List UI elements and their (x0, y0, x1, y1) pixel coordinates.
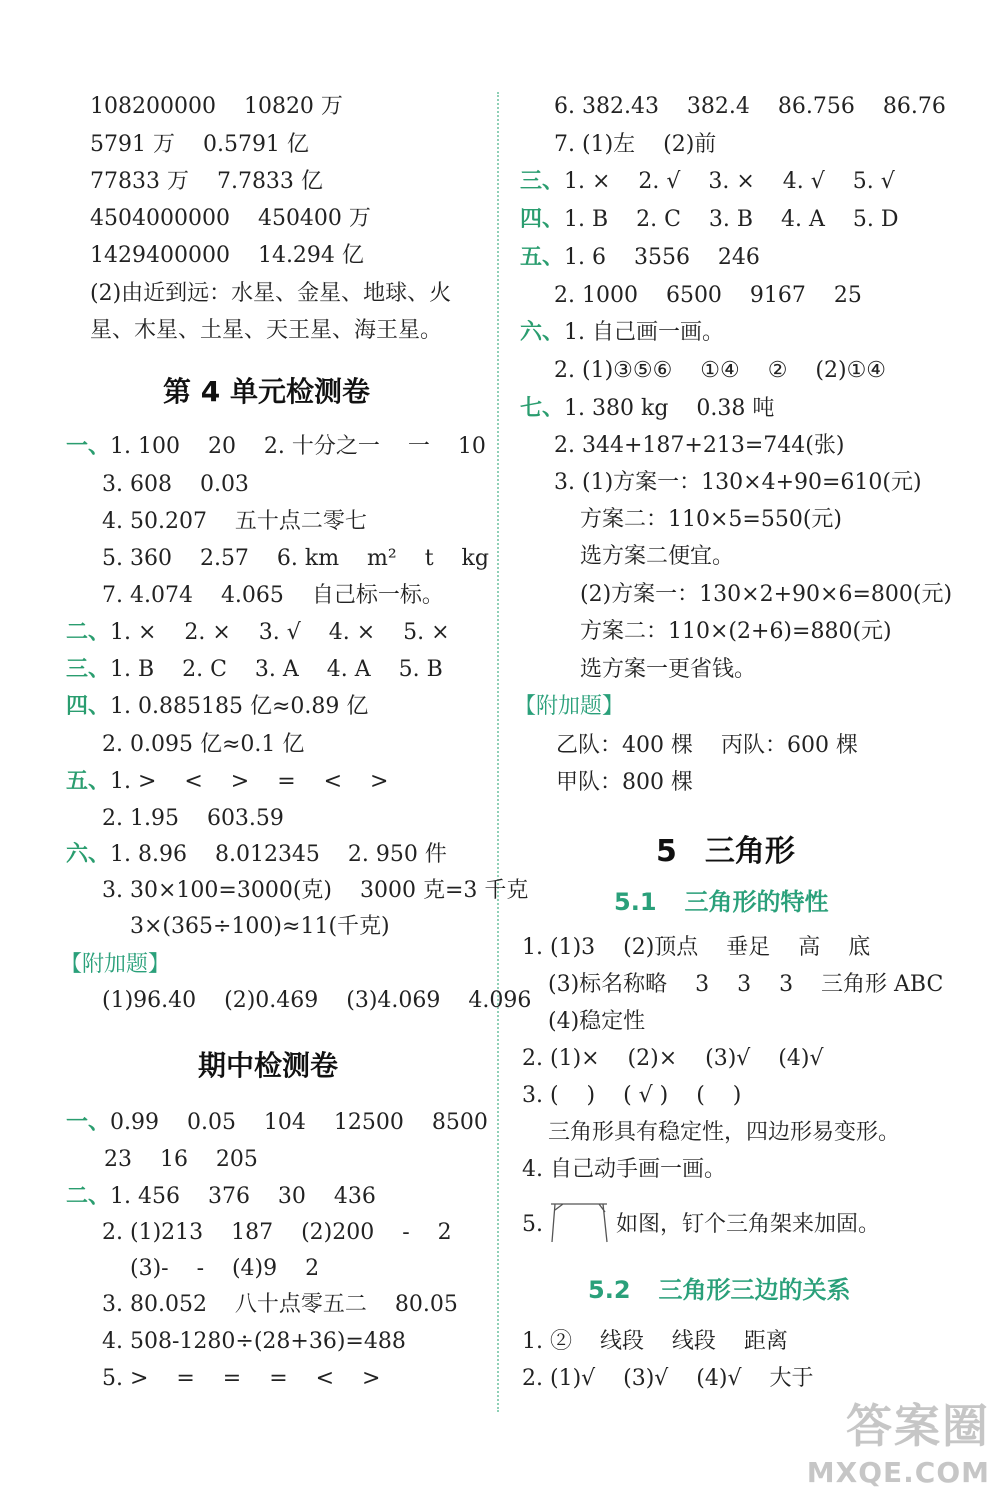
answer-line: 如图，钉个三角架来加固。 (616, 1212, 881, 1237)
section-label: 六、 (520, 320, 565, 345)
watermark-logo: 答案圈 (846, 1399, 990, 1453)
answer-line: 2. (1)213 187 (2)200 - 2 (102, 1220, 452, 1245)
answer-line: 2. 0.095 亿≈0.1 亿 (102, 732, 305, 757)
answer-line (520, 394, 774, 424)
section-label: 四、 (66, 694, 111, 719)
answer-line: 4. 50.207 五十点二零七 (102, 509, 367, 534)
answer-line: 1429400000 14.294 亿 (90, 243, 364, 268)
answer-line: 7. (1)左 (2)前 (554, 132, 717, 157)
site-watermark (807, 1390, 990, 1489)
section-title: 三角形三边的关系 (658, 1276, 851, 1304)
section-label: 二、 (66, 620, 111, 645)
answer-text: 1. × 2. √ 3. × 4. √ 5. √ (564, 169, 895, 194)
answer-line: 3. 80.052 八十点零五二 80.05 (102, 1292, 458, 1317)
answer-text: 1. 100 20 2. 十分之一 一 10 (110, 434, 486, 459)
answer-line (520, 167, 895, 197)
answer-line: 23 16 205 (104, 1147, 258, 1172)
answer-line: 2. (1)③⑤⑥ ①④ ② (2)①④ (554, 358, 887, 383)
answer-line: 甲队：800 棵 (556, 770, 693, 795)
section-label: 七、 (520, 396, 565, 421)
answer-line (66, 840, 447, 870)
answer-text: 1. > < > = < > (110, 769, 389, 794)
answer-line (66, 655, 443, 685)
answer-line: 3. ( ) ( √ ) ( ) (522, 1083, 742, 1108)
answer-line (520, 318, 724, 348)
answer-line: 星、木星、土星、天王星、海王星。 (90, 318, 443, 343)
section-label: 一、 (66, 1110, 111, 1135)
answer-line: 1. (1)3 (2)顶点 垂足 高 底 (522, 935, 871, 960)
answer-line: 1. ② 线段 线段 距离 (522, 1329, 788, 1354)
answer-text: 1. 8.96 8.012345 2. 950 件 (110, 842, 447, 867)
answer-line: 4. 自己动手画一画。 (522, 1157, 726, 1182)
answer-line: 3. 30×100=3000(克) 3000 克=3 千克 (102, 878, 529, 903)
answer-line: 2. (1)× (2)× (3)√ (4)√ (522, 1046, 824, 1071)
section-label: 六、 (66, 842, 111, 867)
chapter-heading (656, 826, 795, 870)
answer-text: 1. 0.885185 亿≈0.89 亿 (110, 694, 369, 719)
answer-line: 5. (522, 1212, 543, 1237)
answer-line (520, 243, 760, 273)
extra-question-label: 【附加题】 (514, 694, 625, 719)
section-label: 三、 (520, 169, 565, 194)
watermark-url: MXQE.COM (806, 1456, 990, 1489)
answer-line: 3×(365÷100)≈11(千克) (130, 914, 390, 939)
column-divider (497, 92, 500, 1412)
answer-text: 1. 自己画一画。 (564, 320, 724, 345)
answer-text: 1. 6 3556 246 (564, 245, 760, 270)
answer-text: 0.99 0.05 104 12500 8500 (110, 1110, 488, 1135)
section-label: 二、 (66, 1184, 111, 1209)
answer-line: 2. 1.95 603.59 (102, 806, 284, 831)
section-heading-5-1 (614, 882, 829, 917)
section-label: 一、 (66, 434, 111, 459)
unit4-title: 第 4 单元检测卷 (163, 375, 370, 408)
answer-line (66, 1108, 488, 1138)
answer-line: 3. (1)方案一：130×4+90=610(元) (554, 470, 922, 495)
section-label: 五、 (520, 245, 565, 270)
braced-frame-sketch (547, 1196, 611, 1246)
answer-line: 6. 382.43 382.4 86.756 86.76 (554, 94, 946, 119)
section-heading-5-2 (588, 1270, 851, 1305)
section-number: 5.2 (588, 1276, 631, 1304)
midterm-title: 期中检测卷 (198, 1049, 339, 1082)
answer-line: 方案二：110×(2+6)=880(元) (580, 619, 892, 644)
answer-line: 2. (1)√ (3)√ (4)√ 大于 (522, 1366, 814, 1391)
answer-line (66, 618, 450, 648)
answer-line: 4504000000 450400 万 (90, 206, 371, 231)
answer-line: 5. 360 2.57 6. km m² t kg (102, 546, 489, 571)
answer-text: 1. B 2. C 3. A 4. A 5. B (110, 657, 443, 682)
answer-line: 2. 344+187+213=744(张) (554, 433, 845, 458)
section-label: 五、 (66, 769, 111, 794)
answer-line: (2)方案一：130×2+90×6=800(元) (580, 582, 953, 607)
answer-line (66, 432, 486, 462)
answer-line (66, 1182, 376, 1212)
answer-text: 1. 456 376 30 436 (110, 1184, 376, 1209)
answer-line: 3. 608 0.03 (102, 472, 249, 497)
answer-line: 方案二：110×5=550(元) (580, 507, 843, 532)
answer-line (66, 692, 368, 722)
chapter-number: 5 (656, 834, 677, 869)
answer-line: 108200000 10820 万 (90, 94, 343, 119)
answer-line: (1)96.40 (2)0.469 (3)4.069 4.096 (102, 988, 532, 1013)
section-title: 三角形的特性 (684, 888, 829, 916)
section-label: 四、 (520, 207, 565, 232)
answer-line: 选方案二便宜。 (580, 544, 735, 569)
answer-line (520, 205, 899, 235)
section-number: 5.1 (614, 888, 657, 916)
answer-line: 77833 万 7.7833 亿 (90, 169, 323, 194)
answer-line (66, 767, 388, 797)
answer-line: 2. 1000 6500 9167 25 (554, 283, 862, 308)
answer-text: 1. × 2. × 3. √ 4. × 5. × (110, 620, 450, 645)
answer-line: 5. > = = = < > (102, 1366, 381, 1391)
answer-line: 三角形具有稳定性，四边形易变形。 (548, 1120, 901, 1145)
extra-question-label: 【附加题】 (60, 952, 171, 977)
answer-text: 1. B 2. C 3. B 4. A 5. D (564, 207, 899, 232)
answer-line: 选方案一更省钱。 (580, 657, 757, 682)
section-label: 三、 (66, 657, 111, 682)
answer-line: 4. 508-1280÷(28+36)=488 (102, 1329, 406, 1354)
answer-text: 1. 380 kg 0.38 吨 (564, 396, 775, 421)
answer-line: (2)由近到远：水星、金星、地球、火 (90, 281, 452, 306)
answer-line: 7. 4.074 4.065 自己标一标。 (102, 583, 444, 608)
answer-line: (4)稳定性 (548, 1009, 646, 1034)
answer-line: 乙队：400 棵 丙队：600 棵 (556, 733, 858, 758)
chapter-title: 三角形 (704, 834, 795, 869)
answer-line: (3)标名称略 3 3 3 三角形 ABC (548, 972, 944, 997)
answer-line: 5791 万 0.5791 亿 (90, 132, 309, 157)
answer-line: (3)- - (4)9 2 (130, 1256, 320, 1281)
